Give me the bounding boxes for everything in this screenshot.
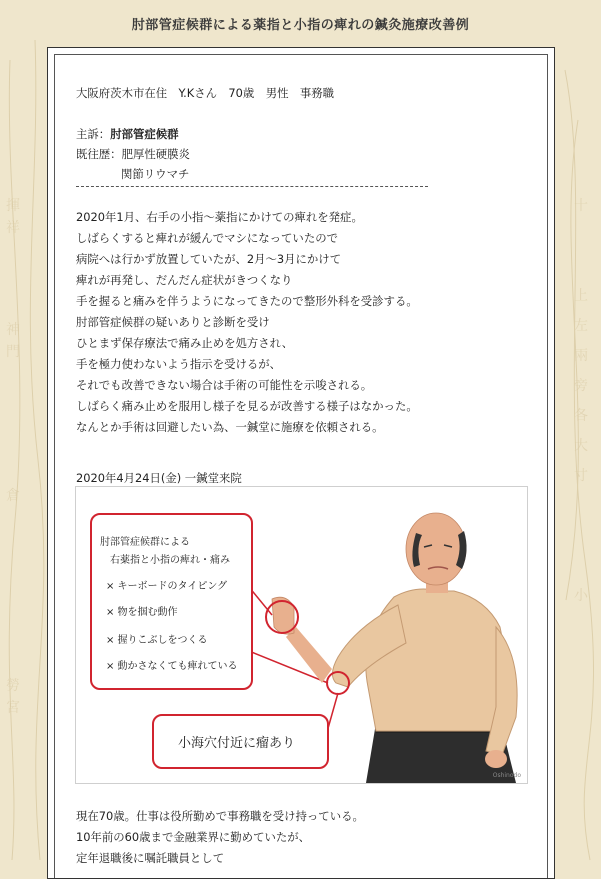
- svg-text:揮: 揮: [6, 198, 20, 214]
- medical-history-item: 関節リウマチ: [121, 167, 190, 181]
- story-line: 2020年1月、右手の小指〜薬指にかけての痺れを発症。: [76, 210, 363, 224]
- svg-text:大: 大: [574, 438, 588, 454]
- acupoint-tag-text: 小海穴付近に瘤あり: [178, 736, 296, 751]
- medical-history-label: 既往歴：: [76, 147, 122, 161]
- callout-title: 右薬指と小指の痺れ・痛み: [110, 555, 230, 566]
- svg-text:神: 神: [6, 322, 20, 338]
- svg-text:十: 十: [574, 198, 588, 214]
- story-line: なんとか手術は回避したい為、一鍼堂に施療を依頼される。: [76, 420, 384, 434]
- callout-title: 肘部管症候群による: [100, 537, 190, 548]
- story-line: それでも改善できない場合は手術の可能性を示唆される。: [76, 378, 373, 392]
- medical-history-item: 肥厚性硬膜炎: [121, 147, 190, 161]
- story-line: 手を握ると痛みを伴うようになってきたので整形外科を受診する。: [76, 294, 418, 308]
- svg-text:勞: 勞: [6, 678, 20, 694]
- story-line: 痺れが再発し、だんだん症状がきつくなり: [76, 273, 293, 287]
- chief-complaint-label: 主訴：: [76, 127, 111, 141]
- svg-text:倉: 倉: [6, 488, 20, 504]
- after-line: 10年前の60歳まで金融業界に勤めていたが、: [76, 830, 311, 844]
- symptom-item: × 動かさなくても痺れている: [106, 661, 238, 672]
- divider: [76, 186, 428, 187]
- svg-text:門: 門: [6, 344, 20, 360]
- chief-complaint: [76, 126, 179, 142]
- illustration-signature: Oshinodo: [492, 772, 521, 779]
- story-line: 手を極力使わないよう指示を受けるが、: [76, 357, 282, 371]
- medical-history: [76, 146, 190, 162]
- svg-text:祥: 祥: [6, 220, 20, 236]
- after-line: 定年退職後に嘱託職員として: [76, 851, 225, 865]
- symptom-item: × 握りこぶしをつくる: [106, 635, 208, 646]
- patient-info: 大阪府茨木市在住 Y.Kさん 70歳 男性 事務職: [76, 86, 335, 100]
- story-line: 病院へは行かず放置していたが、2月〜3月にかけて: [76, 252, 342, 266]
- after-line: 現在70歳。仕事は役所勤めで事務職を受け持っている。: [76, 809, 364, 823]
- svg-text:小: 小: [574, 588, 588, 604]
- symptom-illustration: [75, 486, 528, 784]
- symptom-item: × キーボードのタイピング: [106, 581, 228, 592]
- acupoint-tag: [152, 714, 329, 769]
- story-line: しばらく痛み止めを服用し様子を見るが改善する様子はなかった。: [76, 399, 418, 413]
- story-line: 肘部管症候群の疑いありと診断を受け: [76, 315, 270, 329]
- symptom-item: × 物を掴む動作: [106, 607, 178, 618]
- story-line: しばらくすると痺れが緩んでマシになっていたので: [76, 231, 338, 245]
- svg-text:宮: 宮: [6, 700, 20, 716]
- svg-text:兩: 兩: [574, 348, 588, 364]
- symptom-callout: [90, 513, 253, 690]
- visit-date: 2020年4月24日(金) 一鍼堂来院: [76, 471, 242, 485]
- svg-text:左: 左: [574, 318, 588, 334]
- chief-complaint-value: 肘部管症候群: [110, 127, 179, 141]
- svg-text:旁: 旁: [574, 378, 588, 394]
- story-line: ひとまず保存療法で痛み止めを処方され、: [76, 336, 294, 350]
- page-title: 肘部管症候群による薬指と小指の痺れの鍼灸施療改善例: [131, 18, 470, 33]
- svg-text:上: 上: [574, 288, 588, 304]
- svg-text:各: 各: [574, 408, 588, 424]
- svg-text:寸: 寸: [574, 468, 588, 484]
